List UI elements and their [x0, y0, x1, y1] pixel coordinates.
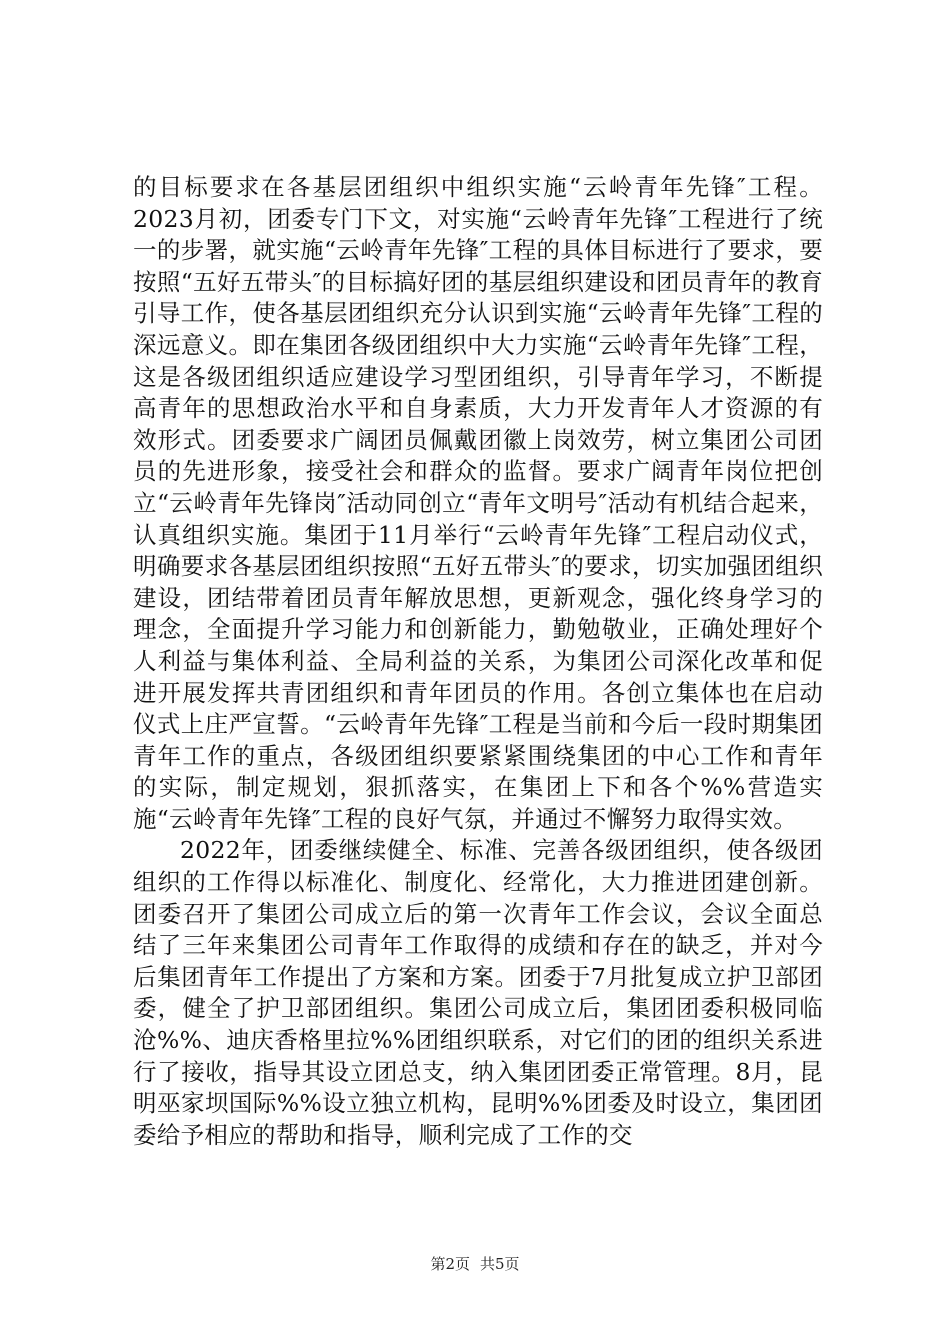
paragraph-2: 2022年，团委继续健全、标准、完善各级团组织，使各级团组织的工作得以标准化、制度化、经常化，大力推进团建创新。团委召开了集团公司成立后的第一次青年工作会议，会议全面总结了三年来集团公司青年工作取得的成绩和存在的缺乏，并对今后集团青年工作提出了方案和方案。团委于7月批复成立护卫部团委，健全了护卫部团组织。集团公司成立后，集团团委积极同临沧%%、迪庆香格里拉%%团组织联系，对它们的团的组织关系进行了接收，指导其设立团总支，纳入集团团委正常管理。8月，昆明巫家坝国际%%设立独立机构，昆明%%团委及时设立，集团团委给予相应的帮助和指导，顺利完成了工作的交	[133, 836, 823, 1149]
page-number: 第2页	[430, 1255, 470, 1273]
document-body	[133, 172, 823, 1151]
paragraph-1: 的目标要求在各基层团组织中组织实施“云岭青年先锋″工程。2023月初，团委专门下文，对实施“云岭青年先锋″工程进行了统一的步署，就实施“云岭青年先锋″工程的具体目标进行了要求，要按照“五好五带头″的目标搞好团的基层组织建设和团员青年的教育引导工作，使各基层团组织充分认识到实施“云岭青年先锋″工程的深远意义。即在集团各级团组织中大力实施“云岭青年先锋″工程，这是各级团组织适应建设学习型团组织，引导青年学习，不断提高青年的思想政治水平和自身素质，大力开发青年人才资源的有效形式。团委要求广阔团员佩戴团徽上岗效劳，树立集团公司团员的先进形象，接受社会和群众的监督。要求广阔青年岗位把创立“云岭青年先锋岗″活动同创立“青年文明号″活动有机结合起来，认真组织实施。集团于11月举行“云岭青年先锋″工程启动仪式，明确要求各基层团组织按照“五好五带头″的要求，切实加强团组织建设，团结带着团员青年解放思想，更新观念，强化终身学习的理念，全面提升学习能力和创新能力，勤勉敬业，正确处理好个人利益与集体利益、全局利益的关系，为集团公司深化改革和促进开展发挥共青团组织和青年团员的作用。各创立集体也在启动仪式上庄严宣誓。“云岭青年先锋″工程是当前和今后一段时期集团青年工作的重点，各级团组织要紧紧围绕集团的中心工作和青年的实际，制定规划，狠抓落实，在集团上下和各个%%营造实施“云岭青年先锋″工程的良好气氛，并通过不懈努力取得实效。	[133, 173, 823, 833]
page-footer	[0, 1253, 950, 1274]
page-total: 共5页	[480, 1255, 520, 1273]
